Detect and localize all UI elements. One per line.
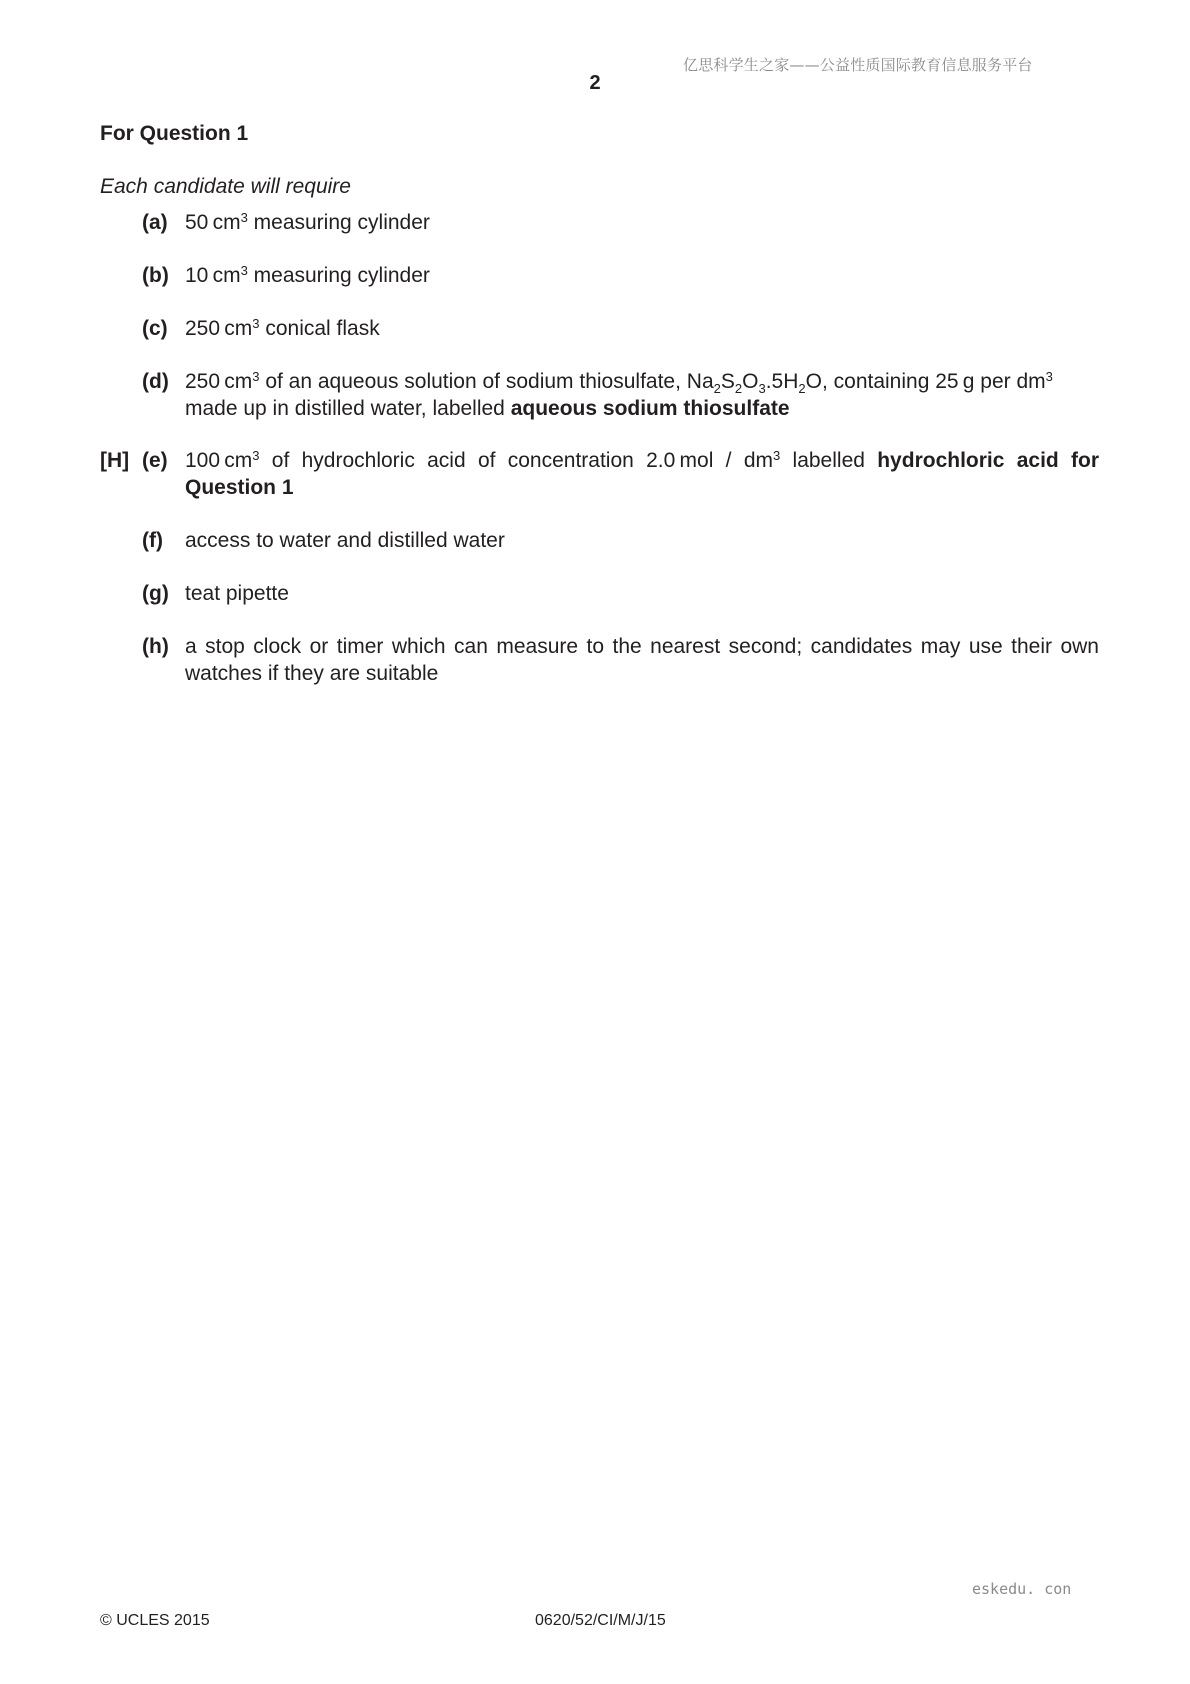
list-item-d xyxy=(100,368,1099,422)
list-item-e xyxy=(100,447,1099,501)
item-text: 100 $cm^3$ of hydrochloric acid of concentration 2.0 mol / $dm^3$ labelled hydrochloric acid for Question 1 xyxy=(185,448,1100,499)
intro-text: Each candidate will require xyxy=(100,175,351,198)
bold-label: hydrochloric acid for Question 1 xyxy=(185,449,1100,499)
watermark-footer: eskedu. con xyxy=(972,1580,1072,1598)
item-text: 250 $cm^3$ conical flask xyxy=(185,316,380,340)
item-text: 250 $cm^3$ of an aqueous solution of sodium thiosulfate, $Na_2S_2O_3.5H_2O$, containing 25 g per $dm^3$ made up in distilled water, labelled aqueous sodium thiosulfate xyxy=(185,369,1053,420)
list-item-a xyxy=(100,209,1099,236)
list-item-c xyxy=(100,315,1099,342)
item-label: (g) xyxy=(142,582,169,605)
bold-label: aqueous sodium thiosulfate xyxy=(510,397,790,420)
item-text: teat pipette xyxy=(185,582,289,605)
list-item-g xyxy=(100,580,1099,607)
item-label: (h) xyxy=(142,635,169,658)
item-label: (f) xyxy=(142,529,163,552)
list-item-h xyxy=(100,633,1099,687)
page-number: 2 xyxy=(589,72,601,94)
item-label: (d) xyxy=(142,370,169,393)
higher-tier-tag: [H] xyxy=(100,449,130,472)
watermark-header: 亿思科学生之家——公益性质国际教育信息服务平台 xyxy=(683,56,1033,74)
document-code: 0620/52/CI/M/J/15 xyxy=(535,1612,666,1629)
item-label: (a) xyxy=(142,211,168,234)
item-text: a stop clock or timer which can measure to the nearest second; candidates may use their own watches if they are suitable xyxy=(185,635,1099,685)
question-heading: For Question 1 xyxy=(100,122,249,145)
chemical-formula: $Na_2S_2O_3.5H_2O$ xyxy=(686,370,822,396)
list-item-f xyxy=(100,527,1099,554)
item-label: (c) xyxy=(142,317,168,340)
copyright: © UCLES 2015 xyxy=(100,1612,210,1629)
item-label: (b) xyxy=(142,264,169,287)
item-text: 10 $cm^3$ measuring cylinder xyxy=(185,263,430,287)
item-text: access to water and distilled water xyxy=(185,529,505,552)
item-text: 50 $cm^3$ measuring cylinder xyxy=(185,210,430,234)
item-label: (e) xyxy=(142,449,168,472)
list-item-b xyxy=(100,262,1099,289)
